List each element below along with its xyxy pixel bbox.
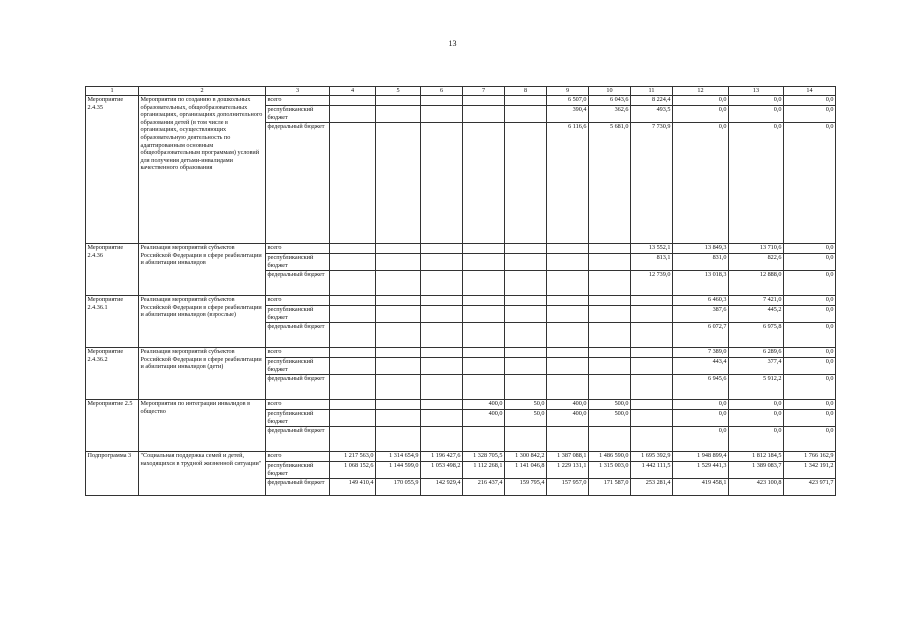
amount-cell	[330, 375, 376, 400]
amount-cell	[421, 106, 463, 123]
amount-cell	[505, 106, 547, 123]
amount-cell	[463, 323, 505, 348]
amount-cell: 0,0	[673, 96, 729, 106]
amount-cell	[463, 375, 505, 400]
amount-cell: 6 043,6	[589, 96, 631, 106]
amount-cell	[589, 323, 631, 348]
amount-cell: 0,0	[784, 271, 836, 296]
amount-cell	[421, 348, 463, 358]
amount-cell	[505, 123, 547, 244]
amount-cell	[376, 96, 421, 106]
measure-name: "Социальная поддержка семей и детей, находящихся в трудной жизненной ситуации"	[139, 452, 266, 496]
amount-cell	[547, 271, 589, 296]
amount-cell: 7 389,0	[673, 348, 729, 358]
amount-cell	[589, 254, 631, 271]
amount-cell: 1 529 441,3	[673, 462, 729, 479]
amount-cell: 1 486 590,0	[589, 452, 631, 462]
amount-cell: 1 217 563,0	[330, 452, 376, 462]
amount-cell: 419 458,1	[673, 479, 729, 496]
funding-source: федеральный бюджет	[266, 479, 330, 496]
amount-cell	[505, 358, 547, 375]
amount-cell	[547, 244, 589, 254]
amount-cell: 500,0	[589, 400, 631, 410]
amount-cell	[330, 323, 376, 348]
amount-cell	[463, 296, 505, 306]
amount-cell: 0,0	[673, 123, 729, 244]
header-row	[86, 87, 836, 96]
amount-cell	[376, 254, 421, 271]
measure-code: Мероприятие 2.4.35	[86, 96, 139, 244]
amount-cell	[631, 296, 673, 306]
column-header: 9	[547, 87, 589, 96]
amount-cell	[421, 375, 463, 400]
amount-cell: 13 710,6	[729, 244, 784, 254]
amount-cell: 7 730,9	[631, 123, 673, 244]
measure-name: Реализация мероприятий субъектов Российской Федерации в сфере реабилитации и абилитации инвалидов (дети)	[139, 348, 266, 400]
amount-cell: 6 116,6	[547, 123, 589, 244]
amount-cell: 1 314 654,9	[376, 452, 421, 462]
amount-cell: 443,4	[673, 358, 729, 375]
amount-cell	[330, 427, 376, 452]
amount-cell	[330, 400, 376, 410]
amount-cell: 423 971,7	[784, 479, 836, 496]
amount-cell	[376, 375, 421, 400]
amount-cell	[376, 427, 421, 452]
funding-source: всего	[266, 400, 330, 410]
amount-cell: 6 975,8	[729, 323, 784, 348]
amount-cell	[421, 96, 463, 106]
funding-source: всего	[266, 96, 330, 106]
table-row	[86, 244, 836, 254]
amount-cell	[547, 306, 589, 323]
amount-cell	[421, 271, 463, 296]
amount-cell	[463, 348, 505, 358]
amount-cell	[376, 358, 421, 375]
amount-cell: 0,0	[784, 123, 836, 244]
page-number: 13	[448, 39, 457, 48]
amount-cell	[589, 427, 631, 452]
amount-cell: 400,0	[547, 410, 589, 427]
funding-source: республиканский бюджет	[266, 410, 330, 427]
funding-source: республиканский бюджет	[266, 254, 330, 271]
amount-cell: 8 224,4	[631, 96, 673, 106]
amount-cell: 0,0	[784, 400, 836, 410]
amount-cell: 0,0	[673, 427, 729, 452]
table-row	[86, 400, 836, 410]
amount-cell: 0,0	[729, 410, 784, 427]
amount-cell	[631, 375, 673, 400]
amount-cell	[330, 123, 376, 244]
amount-cell: 500,0	[589, 410, 631, 427]
funding-source: федеральный бюджет	[266, 323, 330, 348]
amount-cell	[463, 244, 505, 254]
amount-cell	[631, 323, 673, 348]
amount-cell: 0,0	[729, 427, 784, 452]
amount-cell: 390,4	[547, 106, 589, 123]
amount-cell: 1 300 842,2	[505, 452, 547, 462]
amount-cell	[463, 427, 505, 452]
amount-cell: 1 389 083,7	[729, 462, 784, 479]
amount-cell	[376, 244, 421, 254]
amount-cell	[421, 244, 463, 254]
funding-source: федеральный бюджет	[266, 375, 330, 400]
amount-cell: 445,2	[729, 306, 784, 323]
amount-cell: 13 018,3	[673, 271, 729, 296]
amount-cell: 1 196 427,6	[421, 452, 463, 462]
amount-cell: 1 766 162,9	[784, 452, 836, 462]
funding-source: республиканский бюджет	[266, 358, 330, 375]
amount-cell: 142 929,4	[421, 479, 463, 496]
amount-cell	[421, 400, 463, 410]
amount-cell	[421, 306, 463, 323]
amount-cell	[631, 306, 673, 323]
amount-cell: 0,0	[729, 106, 784, 123]
measure-name: Реализация мероприятий субъектов Российской Федерации в сфере реабилитации и абилитации инвалидов (взрослые)	[139, 296, 266, 348]
amount-cell: 1 948 899,4	[673, 452, 729, 462]
amount-cell: 0,0	[673, 410, 729, 427]
amount-cell: 171 587,0	[589, 479, 631, 496]
table-row	[86, 452, 836, 462]
amount-cell: 216 437,4	[463, 479, 505, 496]
amount-cell	[547, 296, 589, 306]
amount-cell: 159 795,4	[505, 479, 547, 496]
amount-cell: 13 849,3	[673, 244, 729, 254]
column-header: 2	[139, 87, 266, 96]
amount-cell: 822,6	[729, 254, 784, 271]
table-row	[86, 348, 836, 358]
amount-cell	[376, 123, 421, 244]
amount-cell	[376, 323, 421, 348]
amount-cell: 1 342 191,2	[784, 462, 836, 479]
amount-cell: 0,0	[673, 106, 729, 123]
amount-cell	[463, 358, 505, 375]
amount-cell: 400,0	[463, 410, 505, 427]
amount-cell	[631, 358, 673, 375]
amount-cell	[463, 271, 505, 296]
amount-cell: 1 387 088,1	[547, 452, 589, 462]
measure-code: Мероприятие 2.4.36.2	[86, 348, 139, 400]
column-header: 5	[376, 87, 421, 96]
amount-cell	[631, 410, 673, 427]
amount-cell	[330, 254, 376, 271]
amount-cell	[505, 296, 547, 306]
amount-cell	[376, 410, 421, 427]
amount-cell: 0,0	[784, 427, 836, 452]
column-header: 6	[421, 87, 463, 96]
amount-cell	[505, 306, 547, 323]
amount-cell	[463, 254, 505, 271]
measure-code: Подпрограмма 3	[86, 452, 139, 496]
amount-cell: 387,6	[673, 306, 729, 323]
amount-cell: 377,4	[729, 358, 784, 375]
amount-cell	[376, 296, 421, 306]
amount-cell: 0,0	[784, 106, 836, 123]
amount-cell	[463, 306, 505, 323]
amount-cell: 1 229 131,1	[547, 462, 589, 479]
amount-cell: 12 739,0	[631, 271, 673, 296]
amount-cell: 0,0	[673, 400, 729, 410]
amount-cell	[463, 96, 505, 106]
amount-cell	[631, 348, 673, 358]
measure-code: Мероприятие 2.4.36	[86, 244, 139, 296]
amount-cell: 0,0	[784, 306, 836, 323]
amount-cell	[330, 96, 376, 106]
amount-cell	[547, 427, 589, 452]
amount-cell	[547, 323, 589, 348]
amount-cell: 7 421,0	[729, 296, 784, 306]
amount-cell	[330, 271, 376, 296]
amount-cell	[589, 358, 631, 375]
amount-cell: 0,0	[729, 123, 784, 244]
amount-cell	[421, 427, 463, 452]
amount-cell	[505, 244, 547, 254]
amount-cell: 0,0	[784, 410, 836, 427]
amount-cell	[421, 123, 463, 244]
amount-cell: 1 112 268,1	[463, 462, 505, 479]
amount-cell	[547, 254, 589, 271]
amount-cell: 0,0	[784, 323, 836, 348]
amount-cell	[330, 244, 376, 254]
amount-cell	[547, 375, 589, 400]
amount-cell: 0,0	[784, 254, 836, 271]
amount-cell	[463, 106, 505, 123]
funding-source: федеральный бюджет	[266, 271, 330, 296]
amount-cell	[505, 96, 547, 106]
column-header: 7	[463, 87, 505, 96]
column-header: 8	[505, 87, 547, 96]
column-header: 14	[784, 87, 836, 96]
amount-cell: 831,0	[673, 254, 729, 271]
amount-cell: 0,0	[784, 96, 836, 106]
amount-cell	[376, 400, 421, 410]
amount-cell: 1 144 599,0	[376, 462, 421, 479]
amount-cell: 0,0	[729, 96, 784, 106]
amount-cell	[505, 427, 547, 452]
funding-source: всего	[266, 296, 330, 306]
amount-cell: 1 328 705,5	[463, 452, 505, 462]
amount-cell	[330, 348, 376, 358]
amount-cell	[421, 410, 463, 427]
amount-cell	[505, 271, 547, 296]
amount-cell	[376, 348, 421, 358]
amount-cell	[589, 306, 631, 323]
amount-cell: 149 410,4	[330, 479, 376, 496]
amount-cell	[505, 348, 547, 358]
amount-cell	[547, 358, 589, 375]
amount-cell	[589, 244, 631, 254]
measure-code: Мероприятие 2.4.36.1	[86, 296, 139, 348]
column-header: 4	[330, 87, 376, 96]
amount-cell: 6 945,6	[673, 375, 729, 400]
funding-source: всего	[266, 244, 330, 254]
amount-cell	[463, 123, 505, 244]
amount-cell: 0,0	[784, 296, 836, 306]
funding-source: всего	[266, 348, 330, 358]
funding-source: республиканский бюджет	[266, 106, 330, 123]
amount-cell	[589, 296, 631, 306]
amount-cell: 50,0	[505, 410, 547, 427]
amount-cell: 1 812 184,5	[729, 452, 784, 462]
amount-cell: 13 552,1	[631, 244, 673, 254]
column-header: 1	[86, 87, 139, 96]
amount-cell	[330, 358, 376, 375]
amount-cell: 400,0	[547, 400, 589, 410]
amount-cell	[376, 271, 421, 296]
amount-cell: 0,0	[784, 244, 836, 254]
amount-cell	[376, 306, 421, 323]
amount-cell: 5 681,0	[589, 123, 631, 244]
amount-cell: 1 695 392,9	[631, 452, 673, 462]
amount-cell: 1 315 003,0	[589, 462, 631, 479]
amount-cell: 6 289,6	[729, 348, 784, 358]
amount-cell: 170 055,9	[376, 479, 421, 496]
funding-source: федеральный бюджет	[266, 427, 330, 452]
amount-cell	[421, 254, 463, 271]
measure-name: Реализация мероприятий субъектов Российской Федерации в сфере реабилитации и абилитации инвалидов	[139, 244, 266, 296]
column-header: 12	[673, 87, 729, 96]
amount-cell	[330, 296, 376, 306]
amount-cell	[421, 358, 463, 375]
funding-source: республиканский бюджет	[266, 306, 330, 323]
amount-cell: 423 100,8	[729, 479, 784, 496]
amount-cell: 0,0	[784, 358, 836, 375]
column-header: 13	[729, 87, 784, 96]
measure-name: Мероприятия по интеграции инвалидов в общество	[139, 400, 266, 452]
amount-cell: 6 072,7	[673, 323, 729, 348]
amount-cell	[589, 348, 631, 358]
budget-table	[85, 86, 836, 496]
table-row	[86, 296, 836, 306]
amount-cell: 12 888,0	[729, 271, 784, 296]
amount-cell: 0,0	[784, 348, 836, 358]
funding-source: федеральный бюджет	[266, 123, 330, 244]
amount-cell	[376, 106, 421, 123]
amount-cell: 1 053 498,2	[421, 462, 463, 479]
amount-cell: 1 141 046,8	[505, 462, 547, 479]
amount-cell: 50,0	[505, 400, 547, 410]
amount-cell: 157 957,0	[547, 479, 589, 496]
amount-cell	[589, 375, 631, 400]
table-row	[86, 96, 836, 106]
amount-cell	[330, 306, 376, 323]
amount-cell	[505, 375, 547, 400]
amount-cell	[631, 400, 673, 410]
measure-code: Мероприятие 2.5	[86, 400, 139, 452]
amount-cell: 362,6	[589, 106, 631, 123]
amount-cell: 813,1	[631, 254, 673, 271]
amount-cell	[421, 296, 463, 306]
amount-cell: 253 281,4	[631, 479, 673, 496]
amount-cell	[505, 323, 547, 348]
amount-cell: 5 912,2	[729, 375, 784, 400]
amount-cell: 0,0	[729, 400, 784, 410]
amount-cell	[505, 254, 547, 271]
funding-source: республиканский бюджет	[266, 462, 330, 479]
column-header: 11	[631, 87, 673, 96]
column-header: 3	[266, 87, 330, 96]
measure-name: Мероприятия по созданию в дошкольных образовательных, общеобразовательных организациях, организациях дополнительного образования детей (в том числе в организациях, осуществляющих образовательную деятельность по адаптированным основным общеобразовательным программам) условий для получения детьми-инвалидами качественного образования	[139, 96, 266, 244]
column-header: 10	[589, 87, 631, 96]
amount-cell	[631, 427, 673, 452]
amount-cell	[421, 323, 463, 348]
amount-cell: 493,5	[631, 106, 673, 123]
amount-cell: 6 507,0	[547, 96, 589, 106]
amount-cell	[330, 106, 376, 123]
amount-cell	[547, 348, 589, 358]
amount-cell	[330, 410, 376, 427]
amount-cell: 1 442 111,5	[631, 462, 673, 479]
amount-cell: 6 460,3	[673, 296, 729, 306]
funding-source: всего	[266, 452, 330, 462]
amount-cell: 0,0	[784, 375, 836, 400]
amount-cell: 400,0	[463, 400, 505, 410]
table-body	[86, 96, 836, 496]
amount-cell	[589, 271, 631, 296]
amount-cell: 1 068 152,6	[330, 462, 376, 479]
